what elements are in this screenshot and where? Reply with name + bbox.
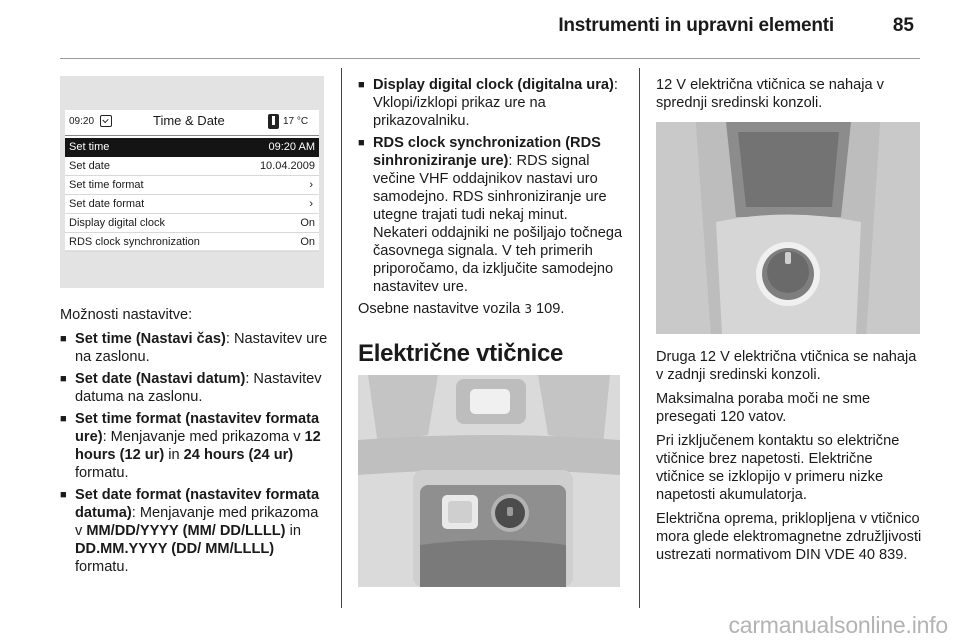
paragraph-max-power: Maksimalna poraba moči ne sme presegati 120 vatov. (656, 391, 871, 425)
bullet-text: : RDS signal večine VHF oddajnikov nastavi uro samodejno. RDS sinhroniziranje ure utegne trajati tudi nekaj minut. Nekateri oddajniki ne pošiljajo točnega časovnega signala. V teh primerih priporočamo, da izključite samodejno nastavitev ure. (373, 153, 623, 295)
chevron-right-icon: › (309, 198, 313, 210)
format-option: 12 hours (12 ur) (75, 429, 321, 463)
bullet-term: RDS clock synchronization (RDS sinhroniziranje ure) (373, 135, 601, 169)
bullet-text: : Vklopi/izklopi prikaz ure na prikazovalniku. (373, 77, 618, 129)
bullet-set-time-format (60, 410, 328, 482)
bullet-term: Set date format (nastavitev formata datuma) (75, 487, 320, 521)
column-2-text (358, 76, 626, 324)
menu-item-label: Set date format (69, 198, 145, 210)
bullet-text: : Nastavitev datuma na zaslonu. (75, 371, 322, 405)
format-option: DD.MM.YYYY (DD/ MM/LLLL) (75, 541, 275, 557)
bullet-text: in (164, 447, 184, 463)
bullet-term: Set time (Nastavi čas) (75, 331, 226, 347)
bullet-term: Set date (Nastavi datum) (75, 371, 246, 387)
bullet-text: : Nastavitev ure na zaslonu. (75, 331, 328, 365)
bullet-text: formatu. (75, 465, 129, 481)
menu-item-set-time[interactable] (65, 138, 319, 157)
front-console-illustration (656, 122, 920, 334)
menu-item-value: 09:20 AM (268, 141, 315, 153)
format-option: 24 hours (24 ur) (183, 447, 294, 463)
paragraph-emc: Električna oprema, priklopljena v vtičnico mora glede elektromagnetne združljivosti ustrezati normativom DIN VDE 40 839. (656, 511, 922, 563)
menu-item-set-date-format[interactable] (65, 195, 319, 214)
section-heading: Električne vtičnice (358, 340, 564, 367)
reference-page[interactable]: 109. (536, 301, 565, 317)
chevron-right-icon: › (309, 179, 313, 191)
menu-item-value: On (300, 217, 315, 229)
bullet-text: in (285, 523, 301, 539)
lcd-clock: 09:20 (69, 116, 95, 127)
bullet-text: formatu. (75, 559, 129, 575)
lcd-temperature: 17 °C (283, 116, 309, 127)
paragraph-front-outlet: 12 V električna vtičnica se nahaja v sprednji sredinski konzoli. (656, 77, 884, 111)
column-divider-1 (341, 68, 342, 608)
page-header-title: Instrumenti in upravni elementi (558, 15, 834, 36)
bullet-set-date (60, 370, 328, 406)
page-reference-icon: 3 (524, 302, 532, 316)
bullet-term: Set time format (nastavitev formata ure) (75, 411, 320, 445)
menu-item-label: Display digital clock (69, 217, 165, 229)
page-number: 85 (892, 15, 914, 36)
rear-power-outlet-photo (358, 375, 620, 587)
check-icon (100, 115, 112, 127)
options-intro: Možnosti nastavitve: (60, 307, 193, 323)
bullet-set-time (60, 330, 328, 366)
bullet-set-date-format (60, 486, 328, 576)
menu-item-set-time-format[interactable] (65, 176, 319, 195)
paragraph-rear-outlet: Druga 12 V električna vtičnica se nahaja v zadnji sredinski konzoli. (656, 349, 917, 383)
menu-item-value: 10.04.2009 (259, 160, 315, 172)
front-power-outlet-photo (656, 122, 920, 334)
bullet-rds-clock-sync (358, 134, 626, 296)
bullet-text: : Menjavanje med prikazoma v (75, 505, 319, 539)
menu-item-display-digital-clock[interactable] (65, 214, 319, 233)
cross-reference (358, 300, 626, 318)
menu-item-set-date[interactable] (65, 157, 319, 176)
paragraph-voltage: Pri izključenem kontaktu so električne vtičnice brez napetosti. Električne vtičnice se izklopijo v primeru nizke napetosti akumulatorja. (656, 433, 900, 503)
menu-item-label: Set time format (69, 179, 144, 191)
footer-watermark[interactable]: carmanualsonline.info (728, 612, 948, 638)
time-date-display-screenshot (60, 76, 324, 288)
header-rule (60, 58, 920, 59)
column-3-intro (656, 76, 922, 118)
bullet-display-digital-clock (358, 76, 626, 130)
menu-item-label: Set date (69, 160, 110, 172)
reference-text: Osebne nastavitve vozila (358, 301, 521, 317)
lcd-title: Time & Date (153, 113, 225, 128)
thermometer-icon (268, 114, 279, 129)
menu-item-value: On (300, 236, 315, 248)
bullet-term: Display digital clock (digitalna ura) (373, 77, 614, 93)
lcd-status-bar (65, 112, 319, 134)
lcd-divider (65, 135, 319, 136)
menu-item-label: RDS clock synchronization (69, 236, 200, 248)
lcd-menu (65, 138, 319, 252)
menu-item-label: Set time (69, 141, 110, 153)
bullet-text: : Menjavanje med prikazoma v (102, 429, 305, 445)
menu-item-rds-clock-sync[interactable] (65, 233, 319, 252)
column-1-text (60, 306, 328, 580)
format-option: MM/DD/YYYY (MM/ DD/LLLL) (86, 523, 286, 539)
column-3-text (656, 348, 924, 570)
column-divider-2 (639, 68, 640, 608)
rear-console-illustration (358, 375, 620, 587)
